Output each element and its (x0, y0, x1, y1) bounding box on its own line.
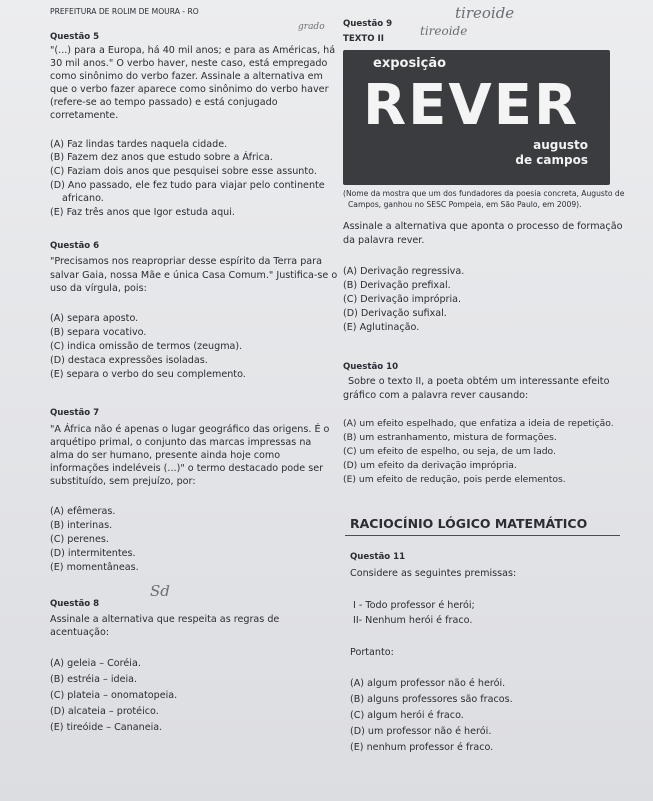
q10-option-e: (E) um efeito de redução, pois perde elementos. (343, 474, 566, 485)
q9-option-a: (A) Derivação regressiva. (343, 266, 465, 277)
q7-option-e: (E) momentâneas. (50, 562, 139, 573)
q6-option-c: (C) indica omissão de termos (zeugma). (50, 341, 243, 352)
q11-option-e: (E) nenhum professor é fraco. (350, 742, 494, 753)
q5-option-d-cont: africano. (62, 193, 104, 204)
q11-intro: Considere as seguintes premissas: (350, 568, 517, 579)
q10-option-a: (A) um efeito espelhado, que enfatiza a ideia de repetição. (343, 418, 614, 429)
q11-option-c: (C) algum herói é fraco. (350, 710, 464, 721)
q5-line: corretamente. (50, 110, 119, 121)
q11-option-a: (A) algum professor não é herói. (350, 678, 506, 689)
q9-option-b: (B) Derivação prefixal. (343, 280, 451, 291)
q7-line: substituído, sem prejuízo, por: (50, 476, 196, 487)
q8-title: Questão 8 (50, 599, 100, 609)
section-title: RACIOCÍNIO LÓGICO MATEMÁTICO (350, 516, 588, 531)
q9-line: da palavra rever. (343, 235, 425, 246)
q8-line: acentuação: (50, 627, 110, 638)
poster-de-campos: de campos (515, 153, 588, 167)
q8-option-c: (C) plateia – onomatopeia. (50, 690, 178, 701)
q5-line: (refere-se ao tempo passado) e está conjugado (50, 97, 278, 108)
q9-texto-label: TEXTO II (343, 34, 384, 44)
q11-option-d: (D) um professor não é herói. (350, 726, 492, 737)
q11-title: Questão 11 (350, 552, 406, 562)
poster-augusto: augusto (533, 138, 588, 152)
poster-exposicao: exposição (373, 56, 447, 71)
q7-line: alma do ser humano, presente ainda hoje como (50, 450, 281, 461)
handwritten-note: tireoide (455, 4, 515, 22)
q8-option-a: (A) geleia – Coréia. (50, 658, 141, 669)
q7-option-d: (D) intermitentes. (50, 548, 136, 559)
q5-option-e: (E) Faz três anos que Igor estuda aqui. (50, 207, 235, 218)
q6-line: uso da vírgula, pois: (50, 283, 147, 294)
q5-option-b: (B) Fazem dez anos que estudo sobre a África. (50, 152, 273, 163)
q6-title: Questão 6 (50, 241, 100, 251)
section-rule (345, 535, 620, 536)
q11-premise-2: II- Nenhum herói é fraco. (353, 615, 473, 626)
q6-line: "Precisamos nos reapropriar desse espírito da Terra para (50, 256, 323, 267)
poster-caption: Campos, ganhou no SESC Pompeia, em São Paulo, em 2009). (348, 200, 582, 209)
q10-line: Sobre o texto II, a poeta obtém um interessante efeito (348, 376, 610, 387)
poster-rever: REVER (363, 73, 580, 138)
q5-line: 30 mil anos." O verbo haver, neste caso, está empregado (50, 58, 328, 69)
q10-line: gráfico com a palavra rever causando: (343, 390, 529, 401)
q11-portanto: Portanto: (350, 647, 394, 658)
q6-line: salvar Gaia, nossa Mãe e única Casa Comum." Justifica-se o (50, 270, 338, 281)
q5-option-a: (A) Faz lindas tardes naquela cidade. (50, 139, 228, 150)
q5-option-c: (C) Faziam dois anos que pesquisei sobre esse assunto. (50, 166, 317, 177)
handwritten-corner-note: grado (298, 22, 325, 32)
q9-option-e: (E) Aglutinação. (343, 322, 420, 333)
q7-line: "A África não é apenas o lugar geográfico das origens. É o (50, 424, 330, 435)
rever-poster (343, 50, 610, 185)
poster-caption: (Nome da mostra que um dos fundadores da poesia concreta, Augusto de (343, 189, 625, 198)
q9-option-d: (D) Derivação sufixal. (343, 308, 447, 319)
q6-option-a: (A) separa aposto. (50, 313, 139, 324)
page-header: PREFEITURA DE ROLIM DE MOURA - RO (50, 7, 199, 16)
handwritten-note-2: tireoide (420, 24, 468, 38)
q8-option-b: (B) estréia – ideia. (50, 674, 138, 685)
q6-option-e: (E) separa o verbo do seu complemento. (50, 369, 246, 380)
q6-option-d: (D) destaca expressões isoladas. (50, 355, 208, 366)
q11-premise-1: I - Todo professor é herói; (353, 600, 475, 611)
q7-option-c: (C) perenes. (50, 534, 109, 545)
q5-line: "(...) para a Europa, há 40 mil anos; e para as Américas, há (50, 45, 336, 56)
q10-title: Questão 10 (343, 362, 399, 372)
q10-option-b: (B) um estranhamento, mistura de formações. (343, 432, 557, 443)
q7-option-b: (B) interinas. (50, 520, 113, 531)
q6-option-b: (B) separa vocativo. (50, 327, 147, 338)
q8-line: Assinale a alternativa que respeita as regras de (50, 614, 280, 625)
q7-line: informações indeléveis (...)" o termo destacado pode ser (50, 463, 324, 474)
q8-option-e: (E) tireóide – Cananeia. (50, 722, 163, 733)
q5-title: Questão 5 (50, 32, 100, 42)
q11-option-b: (B) alguns professores são fracos. (350, 694, 513, 705)
q7-option-a: (A) efêmeras. (50, 506, 116, 517)
q7-title: Questão 7 (50, 408, 100, 418)
q5-line: como sinônimo do verbo fazer. Assinale a alternativa em (50, 71, 323, 82)
q5-line: que o verbo fazer aparece como sinônimo do verbo haver (50, 84, 329, 95)
q9-line: Assinale a alternativa que aponta o processo de formação (343, 221, 623, 232)
q8-option-d: (D) alcateia – protéico. (50, 706, 159, 717)
q9-title: Questão 9 (343, 19, 393, 29)
handwritten-margin-note: Sd (150, 582, 170, 600)
q5-option-d: (D) Ano passado, ele fez tudo para viajar pelo continente (50, 180, 325, 191)
q7-line: arquétipo primal, o conjunto das marcas impressas na (50, 437, 312, 448)
q9-option-c: (C) Derivação imprópria. (343, 294, 462, 305)
q10-option-c: (C) um efeito de espelho, ou seja, de um lado. (343, 446, 556, 457)
q10-option-d: (D) um efeito da derivação imprópria. (343, 460, 517, 471)
